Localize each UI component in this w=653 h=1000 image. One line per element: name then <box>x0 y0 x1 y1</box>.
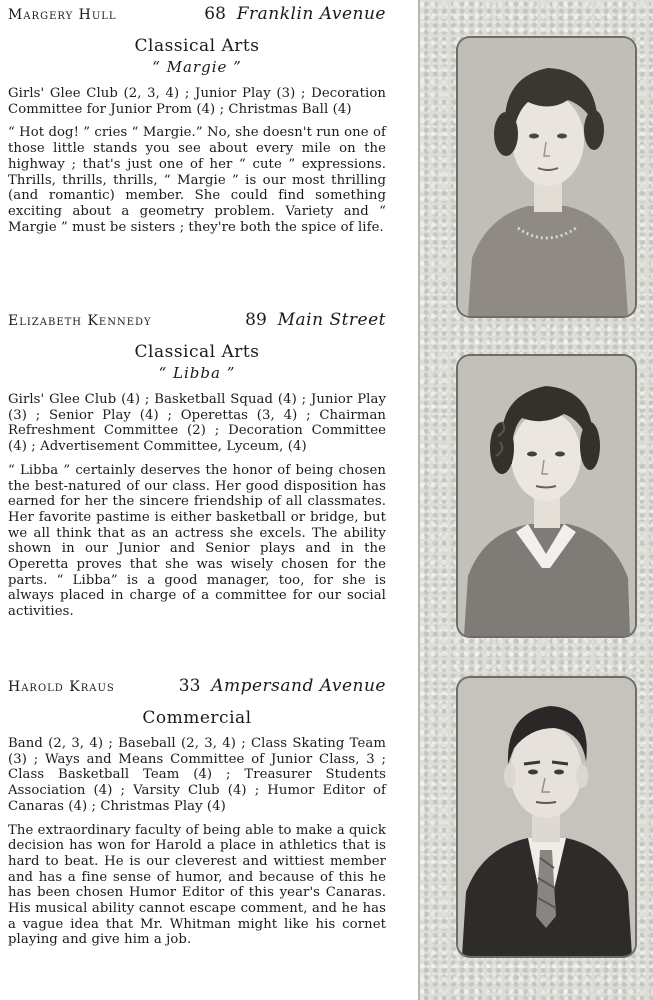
entry-header <box>8 310 386 334</box>
biography: The extraordinary faculty of being able to make a quick decision has won for Harold a place in athletics that is hard to beat. He is our cleverest and wittiest member and has a fine sense of humor, and because of this he has been chosen Humor Editor of this year's Canaras. His musical ability cannot escape comment, and he has a vague idea that Mr. Whitman might like his cornet playing and give him a job. <box>8 822 386 948</box>
student-entry-harold-kraus <box>8 676 386 948</box>
student-entry-margery-hull <box>8 4 386 235</box>
portrait-elizabeth-kennedy <box>458 356 635 636</box>
student-address <box>179 676 386 696</box>
portrait-image <box>458 356 635 636</box>
student-name: Margery Hull <box>8 7 117 23</box>
course-of-study: Classical Arts <box>134 36 260 56</box>
entry-header <box>8 676 386 700</box>
portrait-margery-hull <box>458 38 635 316</box>
nickname: “ Libba ” <box>158 364 236 382</box>
address-number: 89 <box>245 310 267 330</box>
address-street: Ampersand Avenue <box>211 676 386 696</box>
activities-list: Girls' Glee Club (2, 3, 4) ; Junior Play (3) ; Decoration Committee for Junior Prom (4) ; Christmas Ball (4) <box>8 86 386 117</box>
activities-list: Girls' Glee Club (4) ; Basketball Squad (4) ; Junior Play (3) ; Senior Play (4) ; Operettas (3, 4) ; Chairman Refreshment Committee (2) ; Decoration Committee (4) ; Advertisement Committee, Lyceum, (4) <box>8 392 386 455</box>
nickname: “ Margie ” <box>152 58 242 76</box>
address-street: Main Street <box>277 310 386 330</box>
course-of-study: Commercial <box>142 708 252 728</box>
activities-list: Band (2, 3, 4) ; Baseball (2, 3, 4) ; Class Skating Team (3) ; Ways and Means Committee of Junior Class, 3 ; Class Basketball Team (4) ; Treasurer Students Association (4) ; Varsity Club (4) ; Humor Editor of Canaras (4) ; Christmas Play (4) <box>8 736 386 814</box>
address-street: Franklin Avenue <box>236 4 386 24</box>
student-name: Elizabeth Kennedy <box>8 313 152 329</box>
portrait-harold-kraus <box>458 678 635 956</box>
entry-header <box>8 4 386 28</box>
portrait-image <box>458 38 635 316</box>
portrait-image <box>458 678 635 956</box>
course-of-study: Classical Arts <box>134 342 260 362</box>
address-number: 33 <box>178 676 201 696</box>
biography: “ Libba ” certainly deserves the honor of being chosen the best-natured of our class. Her good disposition has earned for her the sincere friendship of all classmates. Her favorite pastime is either basketball or bridge, but we all think that as an actress she excels. The ability shown in our Junior and Senior plays and in the Operetta proves that she was wisely chosen for the parts. “ Libba” is a good manager, too, for she is always placed in charge of a committee for our social activities. <box>8 462 386 620</box>
student-name: Harold Kraus <box>8 679 115 695</box>
biography: “ Hot dog! ” cries “ Margie.” No, she doesn't run one of those little stands you see about every mile on the highway ; that's just one of her “ cute ” expressions. Thrills, thrills, thrills, “ Margie ” is our most thrilling (and romantic) member. She could find something exciting about a geometry problem. Variety and “ Margie ” must be sisters ; they're both the spice of life. <box>8 125 386 235</box>
photo-strip <box>418 0 653 1000</box>
student-address <box>245 310 386 330</box>
student-address <box>204 4 386 24</box>
student-entry-elizabeth-kennedy <box>8 310 386 620</box>
address-number: 68 <box>204 4 226 24</box>
